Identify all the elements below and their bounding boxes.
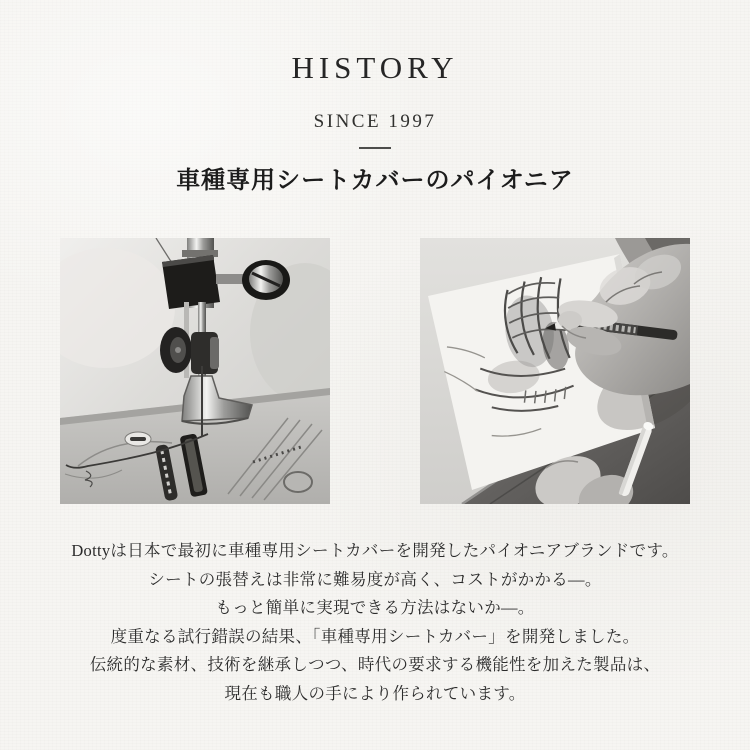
history-body-text bbox=[0, 537, 750, 708]
since-label: SINCE 1997 bbox=[313, 111, 437, 132]
jp-heading: 車種専用シートカバーのパイオニア bbox=[176, 168, 574, 194]
body-line-5: 伝統的な素材、技術を継承しつつ、時代の要求する機能性を加えた製品は、 bbox=[89, 655, 661, 674]
body-line-3: もっと簡単に実現できる方法はないか―。 bbox=[215, 598, 535, 617]
body-line-4: 度重なる試行錯誤の結果、「車種専用シートカバー」を開発しました。 bbox=[110, 626, 640, 646]
sewing-machine-illustration bbox=[60, 238, 330, 504]
hand-sketch-illustration bbox=[420, 238, 690, 504]
section-title: HISTORY bbox=[291, 50, 459, 85]
body-line-1: Dottyは日本で最初に車種専用シートカバーを開発したパイオニアブランドです。 bbox=[71, 541, 679, 560]
hand-sketch-photo bbox=[420, 238, 690, 504]
photo-row bbox=[0, 238, 750, 504]
sewing-machine-photo bbox=[60, 238, 330, 504]
divider-line bbox=[359, 147, 391, 149]
body-line-6: 現在も職人の手により作られています。 bbox=[224, 683, 526, 703]
body-line-2: シートの張替えは非常に難易度が高く、コストがかかる―。 bbox=[148, 569, 602, 589]
